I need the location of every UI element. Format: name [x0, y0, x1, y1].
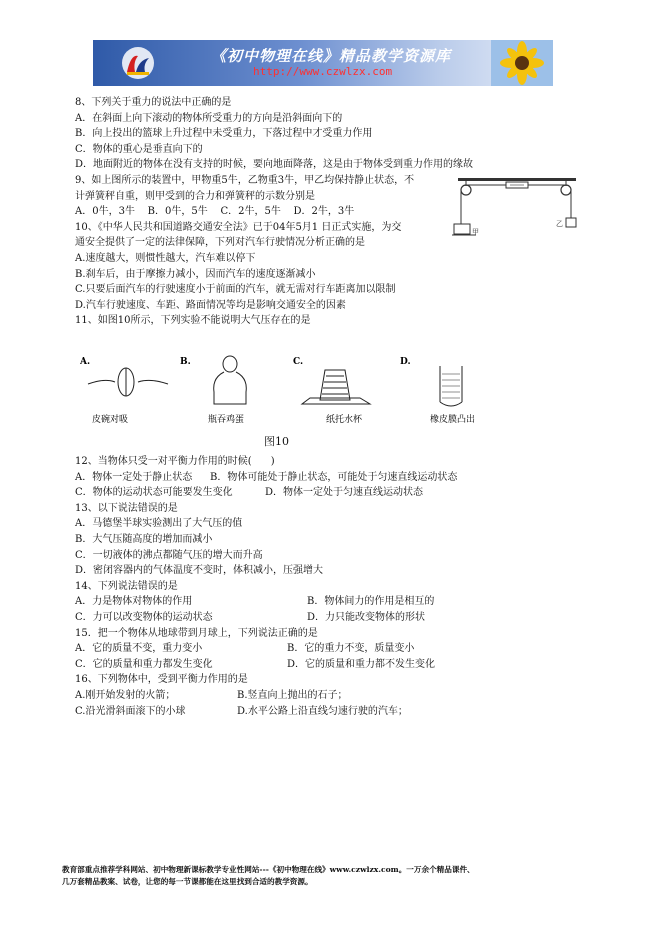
q9-options: A．0牛，3牛 B．0牛，5牛 C．2牛，5牛 D．2牛，3牛 — [75, 206, 355, 218]
q16-row-2 — [75, 704, 575, 720]
q9-stem-1: 9、如上图所示的装置中，甲物重5牛，乙物重3牛，甲乙均保持静止状态，不 — [75, 174, 415, 186]
footer-line-1: 教育部重点推荐学科网站、初中物理新课标教学专业性网站---《初中物理在线》www.czwlzx.com。一万余个精品课件、 — [62, 865, 475, 874]
q9-pulley-diagram — [452, 178, 580, 238]
fig10-letter-d: D. — [400, 357, 411, 367]
q10-option-d: D.汽车行驶速度、车距、路面情况等均是影响交通安全的因素 — [75, 299, 346, 311]
q12-stem: 12、当物体只受一对平衡力作用的时候( ) — [75, 456, 275, 467]
q11-stem: 11、如图10所示，下列实验不能说明大气压存在的是 — [75, 315, 311, 327]
figure-10 — [80, 352, 510, 430]
q14-option-a: A．力是物体对物体的作用 — [75, 596, 193, 608]
q14-option-c: C．力可以改变物体的运动状态 — [75, 611, 213, 623]
footer-line-2: 几万套精品教案、试卷，让您的每一节课都能在这里找到合适的教学资源。 — [62, 877, 313, 886]
q10-option-a: A.速度越大，则惯性越大，汽车难以停下 — [75, 252, 256, 264]
q9-label-yi: 乙 — [556, 220, 563, 228]
q13-option-d: D．密闭容器内的气体温度不变时，体积减小，压强增大 — [75, 565, 324, 577]
q13-option-b: B．大气压随高度的增加而减小 — [75, 533, 213, 545]
q9-stem-2: 计弹簧秤自重，则甲受到的合力和弹簧秤的示数分别是 — [75, 190, 315, 202]
q10-stem-2: 通安全提供了一定的法律保障，下列对汽车行驶情况分析正确的是 — [75, 237, 365, 249]
q12-row-1 — [75, 470, 575, 486]
fig10-letter-c: C. — [293, 357, 304, 367]
q12-row-2 — [75, 485, 575, 501]
banner-url[interactable]: http://www.czwlzx.com — [253, 65, 393, 78]
q10-stem-1: 10、《中华人民共和国道路交通安全法》已于04年5月1 日正式实施，为交 — [75, 221, 402, 233]
q15-row-2 — [75, 657, 575, 673]
fig10-letter-b: B. — [180, 357, 191, 367]
sunflower-icon — [491, 40, 553, 86]
banner-title: 《初中物理在线》精品教学资源库 — [211, 47, 452, 65]
q15-stem: 15．把一个物体从地球带到月球上，下列说法正确的是 — [75, 627, 318, 639]
q15-option-b: B．它的重力不变，质量变小 — [287, 643, 415, 655]
q8-option-b: B．向上投出的篮球上升过程中未受重力，下落过程中才受重力作用 — [75, 128, 373, 140]
q14-option-b: B．物体间力的作用是相互的 — [307, 596, 435, 608]
q14-option-d: D．力只能改变物体的形状 — [307, 611, 426, 623]
q14-row-1 — [75, 594, 575, 610]
q12-option-a: A．物体一定处于静止状态 — [75, 471, 193, 483]
fig10-caption-b: 瓶吞鸡蛋 — [208, 415, 245, 425]
q13-option-c: C．一切液体的沸点都随气压的增大而升高 — [75, 549, 263, 561]
q8-option-a: A．在斜面上向下滚动的物体所受重力的方向是沿斜面向下的 — [75, 112, 343, 124]
q16-option-c: C.沿光滑斜面滚下的小球 — [75, 705, 186, 717]
q15-option-a: A．它的质量不变，重力变小 — [75, 643, 203, 655]
q16-option-b: B.竖直向上抛出的石子； — [237, 689, 348, 701]
q13-stem: 13、以下说法错误的是 — [75, 502, 178, 514]
fig10-letter-a: A. — [80, 357, 91, 367]
q12-option-d: D．物体一定处于匀速直线运动状态 — [265, 487, 424, 499]
q16-stem: 16、下列物体中，受到平衡力作用的是 — [75, 674, 248, 686]
fig10-caption-a: 皮碗对吸 — [92, 415, 129, 425]
page-footer — [62, 864, 602, 888]
q14-stem: 14、下列说法错误的是 — [75, 580, 178, 592]
figure-10-caption: 图10 — [264, 435, 289, 448]
q14-row-2 — [75, 610, 575, 626]
q16-option-a: A.刚开始发射的火箭； — [75, 689, 176, 701]
q12-option-b: B．物体可能处于静止状态，可能处于匀速直线运动状态 — [210, 471, 458, 483]
q10-option-c: C.只要后面汽车的行驶速度小于前面的汽车，就无需对行车距离加以限制 — [75, 284, 396, 296]
fig10-caption-c: 纸托水杯 — [326, 415, 363, 425]
q16-option-d: D.水平公路上沿直线匀速行驶的汽车； — [237, 705, 408, 717]
q8-option-d: D．地面附近的物体在没有支持的时候，要向地面降落，这是由于物体受到重力作用的缘故 — [75, 159, 474, 171]
q8-stem: 8、下列关于重力的说法中正确的是 — [75, 97, 232, 108]
q12-option-c: C．物体的运动状态可能要发生变化 — [75, 487, 233, 499]
site-logo-icon — [121, 46, 155, 80]
q8-option-c: C．物体的重心是垂直向下的 — [75, 143, 203, 155]
q9-label-jia: 甲 — [472, 228, 479, 236]
q15-option-d: D．它的质量和重力都不发生变化 — [287, 658, 436, 670]
q15-option-c: C．它的质量和重力都发生变化 — [75, 658, 213, 670]
paper-cup-drawing — [302, 370, 370, 404]
fig10-caption-d: 橡皮膜凸出 — [430, 415, 476, 425]
q15-row-1 — [75, 641, 575, 657]
q16-row-1 — [75, 688, 575, 704]
header-banner — [93, 40, 553, 86]
q10-option-b: B.刹车后，由于摩擦力减小，因而汽车的速度逐渐减小 — [75, 268, 316, 280]
q13-option-a: A．马德堡半球实验测出了大气压的值 — [75, 518, 243, 530]
exam-content-lower — [75, 454, 575, 719]
membrane-drawing — [440, 366, 462, 406]
suction-cups-drawing — [88, 368, 168, 396]
bottle-egg-drawing — [214, 356, 247, 404]
